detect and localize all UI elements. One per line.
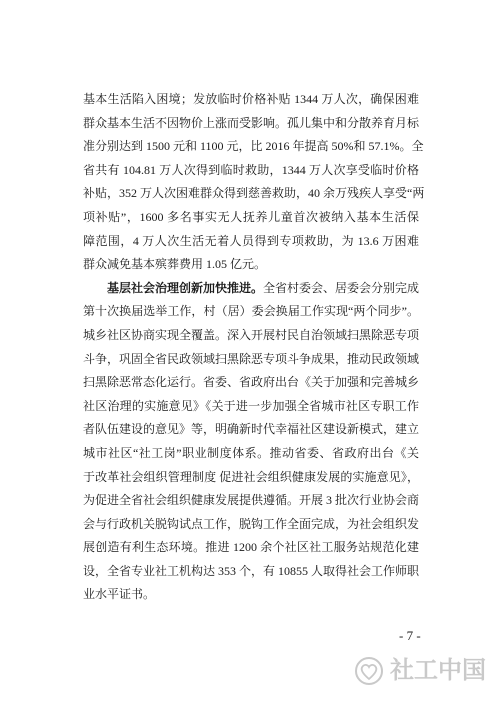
text-line: 会与行政机关脱钩试点工作，脱钩工作全面完成，为社会组织发 [83,516,420,531]
watermark [354,654,486,688]
text-line: 障范围，4 万人次生活无着人员得到专项救助，为 13.6 万困难 [83,233,419,248]
text-line: 者队伍建设的意见》等，明确新时代幸福社区建设新模式，建立 [83,422,420,437]
text-line: 群众减免基本殡葬费用 1.05 亿元。 [83,257,267,272]
text-line: 社区治理的实施意见》《关于进一步加强全省城市社区专职工作 [83,398,419,413]
text-line: 于改革社会组织管理制度 促进社会组织健康发展的实施意见》， [83,469,419,484]
text-line: 城乡社区协商实现全覆盖。深入开展村民自治领域扫黑除恶专项 [83,327,420,342]
text-line: 基本生活陷入困境；发放临时价格补贴 1344 万人次，确保困难 [83,92,419,106]
section-heading: 基层社会治理创新加快推进。 [107,280,264,295]
page-number: - 7 - [399,628,421,643]
text-line: 城市社区“社工岗”职业制度体系。推动省委、省政府出台《关 [83,445,419,460]
text-line: 设，全省专业社工机构达 353 个，有 10855 人取得社会工作师职 [83,563,420,578]
heart-logo-icon [354,656,384,686]
text-line: 扫黑除恶常态化运行。省委、省政府出台《关于加强和完善城乡 [83,375,420,390]
text-line: 第十次换届选举工作，村（居）委会换届工作实现“两个同步”。 [83,304,419,319]
text-line: 斗争，巩固全省民政领域扫黑除恶专项斗争成果，推动民政领域 [83,351,420,366]
text-line: 业水平证书。 [83,587,156,602]
text-line: 补贴，352 万人次困难群众得到慈善救助，40 余万残疾人享受“两 [83,186,425,201]
watermark-text: 社工中国 [390,658,486,684]
text-line: 项补贴”，1600 多名事实无人抚养儿童首次被纳入基本生活保 [83,209,419,224]
text-line: 为促进全省社会组织健康发展提供遵循。开展 3 批次行业协会商 [83,493,420,508]
logo-heart [362,665,377,679]
text-line: 准分别达到 1500 元和 1100 元，比 2016 年提高 50%和 57.1%。全 [83,139,424,154]
body-text [83,88,425,607]
paragraph-grassroots-governance [83,277,419,607]
text-line: 群众基本生活不因物价上涨而受影响。孤儿集中和分散养育月标 [83,115,420,130]
text-line: 展创造有利生态环境。推进 1200 余个社区社工服务站规范化建 [83,540,419,555]
text-line: 省共有 104.81 万人次得到临时救助，1344 万人次享受临时价格 [83,162,419,177]
text-run: 全省村委会、居委会分别完成 [263,280,420,295]
paragraph-social-assistance [83,88,425,277]
text-line [83,277,419,301]
